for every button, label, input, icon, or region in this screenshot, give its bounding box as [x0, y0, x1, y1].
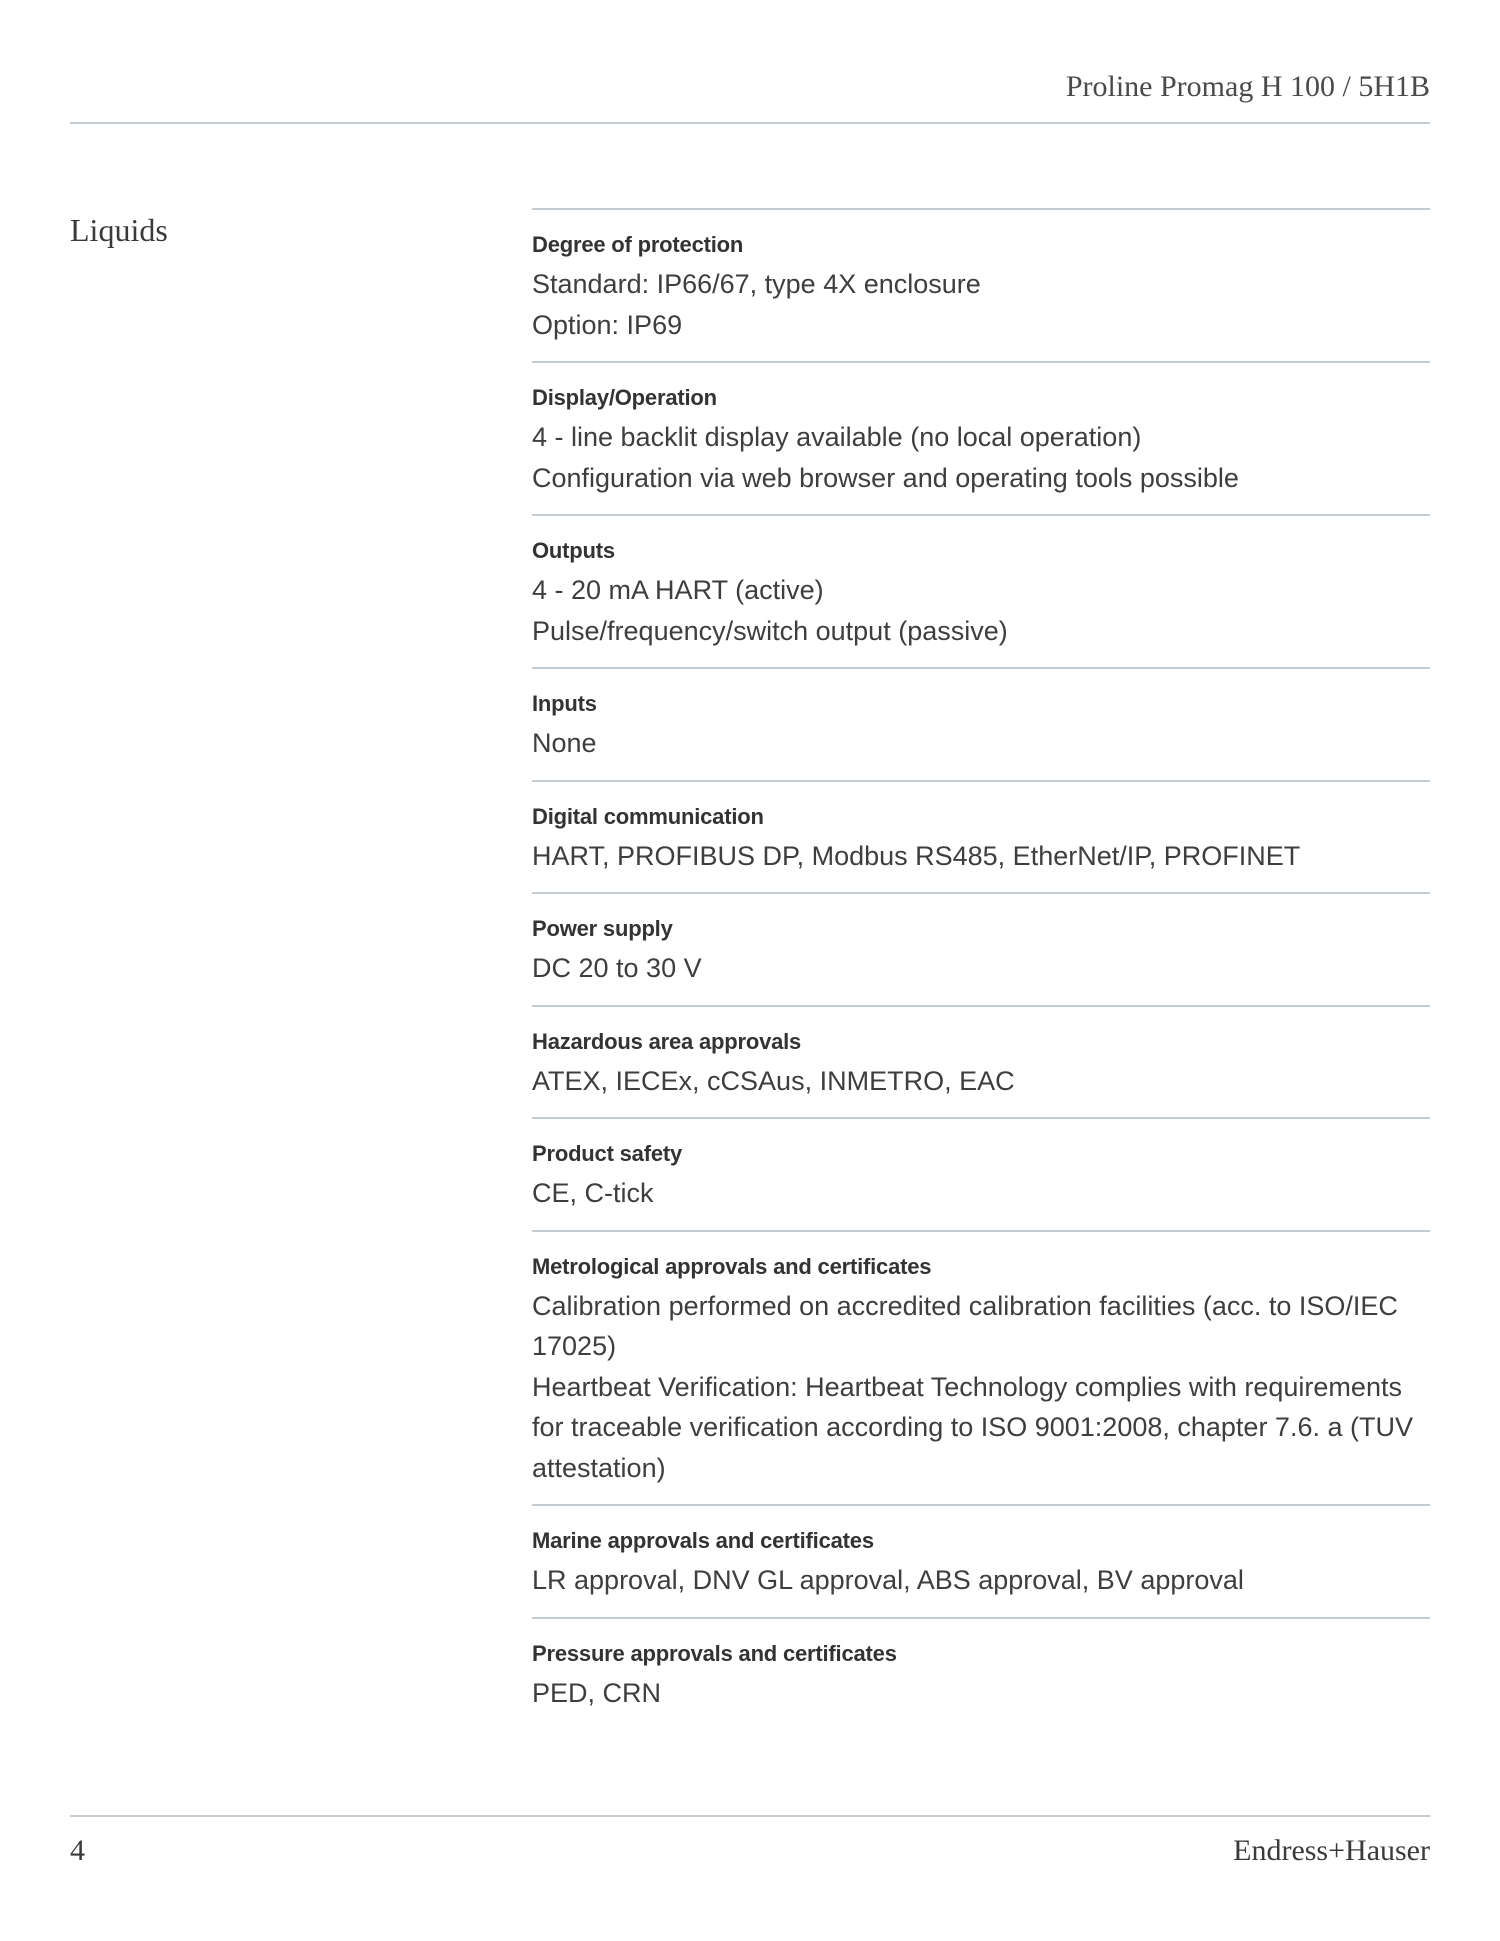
spec-value [532, 1061, 1430, 1102]
spec-inputs [532, 667, 1430, 780]
brand-name: Endress+Hauser [1233, 1834, 1430, 1867]
spec-label: Pressure approvals and certificates [532, 1640, 897, 1666]
footer-divider [70, 1815, 1430, 1817]
spec-digital-communication [532, 780, 1430, 893]
spec-value-line: 4 ‑ 20 mA HART (active) [532, 575, 824, 605]
spec-value-line: None [532, 728, 597, 758]
spec-value-line: LR approval, DNV GL approval, ABS approval, BV approval [532, 1565, 1244, 1595]
header-divider [70, 122, 1430, 124]
section-title: Liquids [70, 212, 168, 248]
spec-label: Digital communication [532, 803, 764, 829]
spec-label: Product safety [532, 1141, 683, 1166]
spec-value-line: Option: IP69 [532, 309, 683, 340]
spec-pressure-approvals [532, 1617, 1430, 1730]
spec-label: Hazardous area approvals [532, 1028, 802, 1054]
spec-list [532, 208, 1430, 1729]
spec-label: Inputs [532, 691, 597, 716]
spec-display-operation [532, 361, 1430, 514]
spec-value [532, 723, 1430, 764]
spec-label: Outputs [532, 538, 615, 563]
spec-value [532, 417, 1430, 498]
spec-product-safety [532, 1117, 1430, 1230]
spec-value-line: CE, C-tick [532, 1178, 654, 1208]
spec-label: Metrological approvals and certificates [532, 1253, 932, 1279]
spec-value-line: Configuration via web browser and operating tools possible [532, 462, 1239, 493]
spec-value [532, 1560, 1430, 1601]
spec-value [532, 1286, 1430, 1489]
spec-value [532, 836, 1430, 877]
spec-label: Degree of protection [532, 232, 744, 257]
spec-metrological-approvals [532, 1230, 1430, 1505]
spec-value-line: DC 20 to 30 V [532, 953, 702, 983]
spec-value-line: Heartbeat Verification: Heartbeat Technology complies with requirements for traceable verification according to ISO 9001:2008, chapter 7.6. a (TUV attestation) [532, 1371, 1413, 1483]
spec-value-line: HART, PROFIBUS DP, Modbus RS485, EtherNet/IP, PROFINET [532, 840, 1301, 871]
spec-value-line: Calibration performed on accredited calibration facilities (acc. to ISO/IEC 17025) [532, 1290, 1398, 1361]
spec-value [532, 948, 1430, 989]
page-number: 4 [70, 1834, 85, 1867]
spec-label: Power supply [532, 916, 673, 941]
spec-label: Display/Operation [532, 385, 717, 410]
spec-marine-approvals [532, 1504, 1430, 1617]
spec-value-line: PED, CRN [532, 1677, 662, 1708]
spec-value [532, 570, 1430, 651]
spec-hazardous-area-approvals [532, 1005, 1430, 1118]
document-header-title: Proline Promag H 100 / 5H1B [1065, 70, 1430, 103]
spec-value-line: 4 ‑ line backlit display available (no local operation) [532, 422, 1142, 452]
spec-label: Marine approvals and certificates [532, 1528, 874, 1553]
spec-value [532, 264, 1430, 345]
spec-power-supply [532, 892, 1430, 1005]
spec-value-line: Standard: IP66/67, type 4X enclosure [532, 269, 981, 299]
spec-value-line: ATEX, IECEx, cCSAus, INMETRO, EAC [532, 1065, 1015, 1096]
spec-degree-of-protection [532, 208, 1430, 361]
spec-value-line: Pulse/frequency/switch output (passive) [532, 615, 1008, 646]
spec-value [532, 1673, 1430, 1714]
spec-outputs [532, 514, 1430, 667]
spec-value [532, 1173, 1430, 1214]
